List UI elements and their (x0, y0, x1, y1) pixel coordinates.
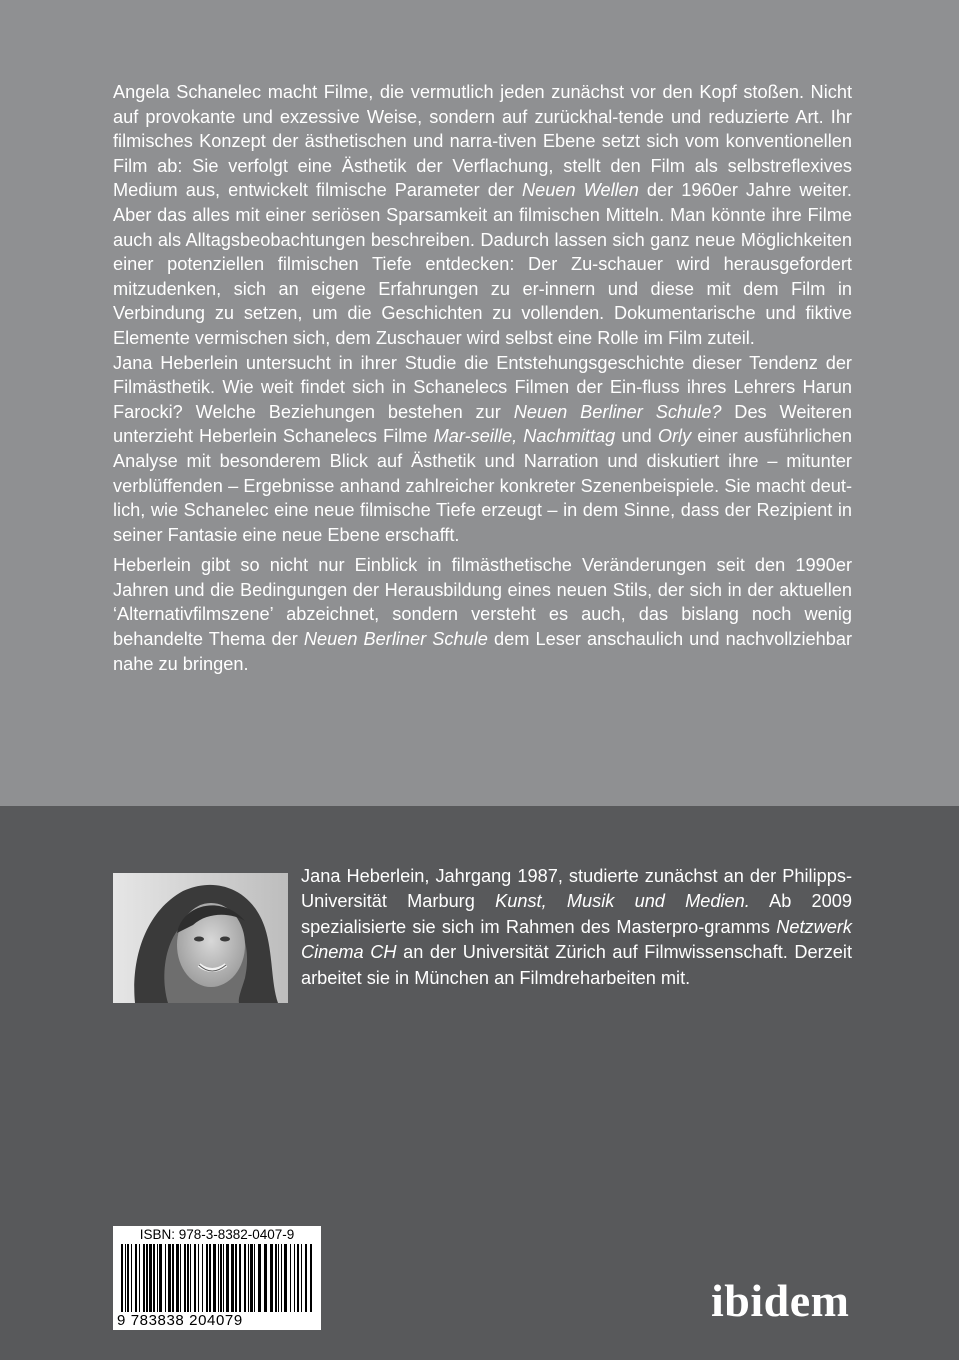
barcode-bar (239, 1244, 241, 1312)
barcode-bar (226, 1244, 229, 1312)
barcode-bar (231, 1244, 234, 1312)
publisher-logo: ibidem (711, 1275, 850, 1326)
barcode-bar (264, 1244, 267, 1312)
isbn-label: ISBN: 978-3-8382-0407-9 (139, 1227, 295, 1242)
barcode-bar (220, 1244, 222, 1312)
barcode-bar (250, 1244, 253, 1312)
blurb-paragraph-1: Angela Schanelec macht Filme, die vermutlich jeden zunächst vor den Kopf stoßen. Nicht auf provokante und exzessive Weise, sondern auf zurückhal-tende und reduzierte Art. Ihr filmisches Konzept der ästhetischen und narra-tiven Ebene setzt sich vom konventionellen Film ab: Sie verfolgt eine Ästhetik der Verflachung, stellt den Film als selbstreflexives Medium aus, entwickelt filmische Parameter der Neuen Wellen der 1960er Jahre weiter. Aber das alles mit einer seriösen Sparsamkeit an filmischen Mitteln. Man könnte ihre Filme auch als Alltagsbeobachtungen beschreiben. Dadurch lassen sich ganz neue Möglichkeiten einer potenziellen filmischen Tiefe entdecken: Der Zu-schauer wird herausgefordert mitzudenken, sich an eigene Erfahrungen zu er-innern und diese mit dem Film in Verbindung zu setzen, um die Geschichten zu vollenden. Dokumentarische und fiktive Elemente vermischen sich, dem Zuschauer wird selbst eine Rolle im Film zuteil. (113, 82, 852, 348)
author-portrait-image (113, 873, 288, 1003)
barcode-bar (127, 1244, 129, 1312)
barcode-bar (143, 1244, 145, 1312)
barcode-bar (258, 1244, 261, 1312)
barcode-bar (235, 1244, 237, 1312)
barcode-bar (209, 1244, 211, 1312)
barcode-bar (139, 1244, 140, 1312)
barcode-bar (218, 1244, 219, 1312)
barcode-bar (278, 1244, 279, 1312)
barcode-bar (135, 1244, 137, 1312)
barcode-bar (248, 1244, 249, 1312)
barcode-bar (198, 1244, 199, 1312)
barcode-bar (254, 1244, 255, 1312)
barcode-bar (244, 1244, 246, 1312)
barcode-bar (270, 1244, 273, 1312)
barcode-bar (206, 1244, 208, 1312)
barcode-bar (297, 1244, 299, 1312)
barcode-bar (149, 1244, 152, 1312)
barcode-bar (190, 1244, 191, 1312)
blurb-paragraph-3: Heberlein gibt so nicht nur Einblick in filmästhetische Veränderungen seit den 1990er Jahren und die Bedingungen der Herausbildung eines neuen Stils, der sich in der aktuellen ‘Alternativfilmszene’ abzeichnet, sondern versteht es auch, das bislang noch wenig behandelte Thema der Neuen Berliner Schule dem Leser anschaulich und nachvollziehbar nahe zu bringen. (113, 555, 852, 674)
barcode-bar (281, 1244, 282, 1312)
barcode-bar (184, 1244, 186, 1312)
isbn-barcode (113, 1226, 321, 1330)
barcode-bar (131, 1244, 132, 1312)
author-photo (113, 873, 288, 1003)
barcode-bar (305, 1244, 307, 1312)
blurb-paragraph-2: Jana Heberlein untersucht in ihrer Studie die Entstehungsgeschichte dieser Tendenz der Filmästhetik. Wie weit findet sich in Schanelecs Filmen der Ein-fluss ihres Lehrers Harun Farocki? Welche Beziehungen bestehen zur Neuen Berliner Schule? Des Weiteren unterzieht Heberlein Schanelecs Filme Mar-seille, Nachmittag und Orly einer ausführlichen Analyse mit besonderem Blick auf Ästhetik und Narration und diskutiert ihre – mitunter verblüffenden – Ergebnisse anhand zahlreicher konkreter Szenenbeispiele. Sie macht deut-lich, wie Schanelec eine neue filmische Tiefe erzeugt – in dem Sinne, dass der Rezipient in seiner Fantasie eine neue Ebene erschafft. (113, 352, 853, 545)
barcode-bar (180, 1244, 181, 1312)
barcode-bar (223, 1244, 224, 1312)
barcode-bar (172, 1244, 174, 1312)
barcode-bar (176, 1244, 179, 1312)
blurb-text (113, 80, 852, 676)
author-bio (301, 864, 852, 991)
author-bio-paragraph: Jana Heberlein, Jahrgang 1987, studierte zunächst an der Philipps-Universität Marburg Kunst, Musik und Medien. Ab 2009 spezialisierte sie sich im Rahmen des Masterpro-gramms Netzwerk Cinema CH an der Universität Zürich auf Filmwissenschaft. Derzeit arbeitet sie in München an Filmdreharbeiten mit. (301, 866, 852, 988)
barcode-bar (202, 1244, 203, 1312)
barcode-bar (301, 1244, 302, 1312)
barcode-bar (284, 1244, 287, 1312)
barcode-bar (294, 1244, 295, 1312)
barcode-bar (187, 1244, 189, 1312)
barcode-bar (146, 1244, 148, 1312)
barcode-bar (290, 1244, 291, 1312)
barcode-bar (125, 1244, 126, 1312)
barcode-bar (153, 1244, 155, 1312)
barcode-bar (275, 1244, 277, 1312)
barcode-bar (159, 1244, 162, 1312)
barcode-bar (194, 1244, 196, 1312)
isbn-digits: 9 783838 204079 (117, 1312, 319, 1329)
barcode-bar (157, 1244, 158, 1312)
